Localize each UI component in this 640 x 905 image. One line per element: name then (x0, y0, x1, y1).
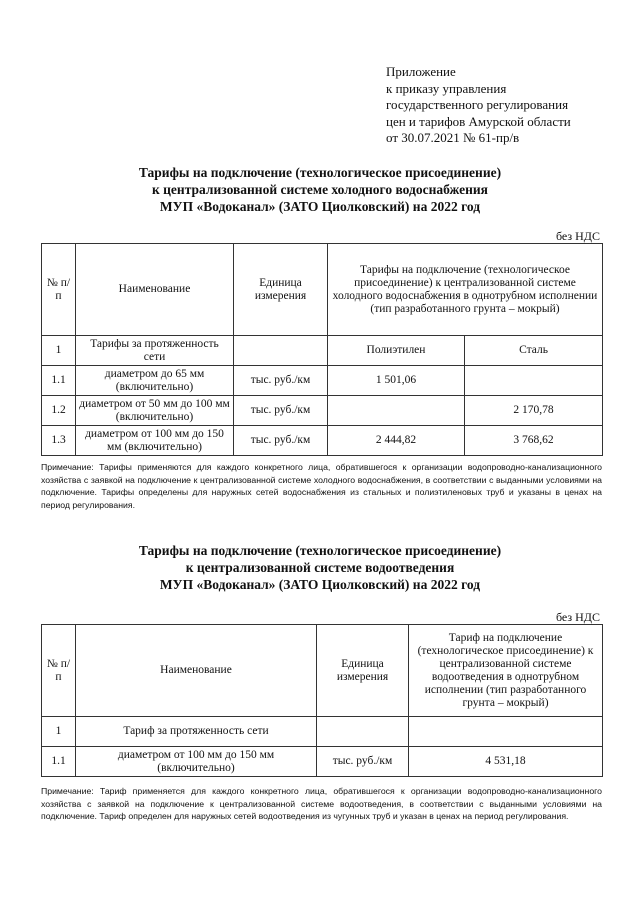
section2-title-line: Тарифы на подключение (технологическое присоединение) (138, 543, 502, 558)
header-tariff: Тарифы на подключение (технологическое присоединение) к централизованной системе холодного водоснабжения в однотрубном исполнении (тип разработанного грунта – мокрый) (328, 244, 603, 336)
section1-note: Примечание: Тарифы применяются для каждого конкретного лица, обратившегося к организации водопроводно-канализационного хозяйства с заявкой на подключение к централизованной системе холодного водоснабжения, в соответствии с выданными условиями на подключение. Тарифы определены для наружных сетей водоснабжения из стальных и полиэтиленовых труб и указаны в ценах на период регулирования. (41, 462, 602, 510)
group-value-empty (409, 717, 603, 747)
row-value-polyethylene: 1 501,06 (328, 366, 465, 396)
table-row (42, 426, 603, 456)
header-num: № п/п (42, 244, 76, 336)
group-num: 1 (42, 717, 76, 747)
section2-title (0, 542, 640, 593)
appendix-header (386, 64, 626, 147)
header-name: Наименование (76, 244, 234, 336)
header-name: Наименование (76, 625, 317, 717)
row-name: диаметром от 50 мм до 100 мм (включительно) (76, 396, 234, 426)
row-unit: тыс. руб./км (234, 396, 328, 426)
section2-title-line: МУП «Водоканал» (ЗАТО Циолковский) на 2022 год (159, 577, 481, 592)
appendix-line: к приказу управления (386, 80, 507, 96)
row-num: 1.2 (42, 396, 76, 426)
row-value-steel: 2 170,78 (465, 396, 603, 426)
section2-title-line: к централизованной системе водоотведения (185, 560, 455, 575)
appendix-line: государственного регулирования (386, 97, 569, 112)
section1-title-line: к централизованной системе холодного водоснабжения (152, 182, 488, 197)
table-row (42, 396, 603, 426)
row-unit: тыс. руб./км (234, 366, 328, 396)
section2-vat-note: без НДС (555, 610, 600, 624)
appendix-line: цен и тарифов Амурской области (386, 113, 571, 129)
row-value-polyethylene: 2 444,82 (328, 426, 465, 456)
row-value-steel: 3 768,62 (465, 426, 603, 456)
header-unit: Единица измерения (234, 244, 328, 336)
section2-note: Примечание: Тариф применяется для каждого конкретного лица, обратившегося к организации водопроводно-канализационного хозяйства с заявкой на подключение к централизованной системе водоотведения, в соответствии с выданными условиями на подключение. Тариф определен для наружных сетей водоотведения из чугунных труб и указан в ценах на период регулирования. (41, 786, 602, 822)
table-row (42, 366, 603, 396)
table-header-row (42, 244, 603, 336)
group-col-steel: Сталь (465, 336, 603, 366)
section1-vat-note: без НДС (555, 229, 600, 243)
row-value-steel (465, 366, 603, 396)
row-name: диаметром от 100 мм до 150 мм (включительно) (76, 747, 317, 777)
section1-title-line: МУП «Водоканал» (ЗАТО Циолковский) на 2022 год (159, 199, 481, 214)
appendix-line: Приложение (386, 64, 456, 79)
table-header-row (42, 625, 603, 717)
group-unit-empty (234, 336, 328, 366)
row-unit: тыс. руб./км (234, 426, 328, 456)
row-num: 1.1 (42, 366, 76, 396)
row-unit: тыс. руб./км (317, 747, 409, 777)
table-row (42, 747, 603, 777)
header-unit: Единица измерения (317, 625, 409, 717)
header-num: № п/п (42, 625, 76, 717)
group-unit-empty (317, 717, 409, 747)
table-group-row (42, 717, 603, 747)
section2-tariff-table (41, 624, 603, 777)
row-num: 1.1 (42, 747, 76, 777)
section1-title (0, 164, 640, 215)
table-group-row (42, 336, 603, 366)
row-num: 1.3 (42, 426, 76, 456)
section1-title-line: Тарифы на подключение (технологическое присоединение) (138, 165, 502, 180)
group-col-polyethylene: Полиэтилен (328, 336, 465, 366)
group-name: Тарифы за протяженность сети (76, 336, 234, 366)
header-tariff: Тариф на подключение (технологическое присоединение) к централизованной системе водоотведения в однотрубном исполнении (тип разработанного грунта – мокрый) (409, 625, 603, 717)
row-value-polyethylene (328, 396, 465, 426)
group-name: Тариф за протяженность сети (76, 717, 317, 747)
row-name: диаметром от 100 мм до 150 мм (включительно) (76, 426, 234, 456)
row-name: диаметром до 65 мм (включительно) (76, 366, 234, 396)
row-value: 4 531,18 (409, 747, 603, 777)
group-num: 1 (42, 336, 76, 366)
section1-tariff-table (41, 243, 603, 456)
appendix-line: от 30.07.2021 № 61-пр/в (386, 130, 520, 145)
